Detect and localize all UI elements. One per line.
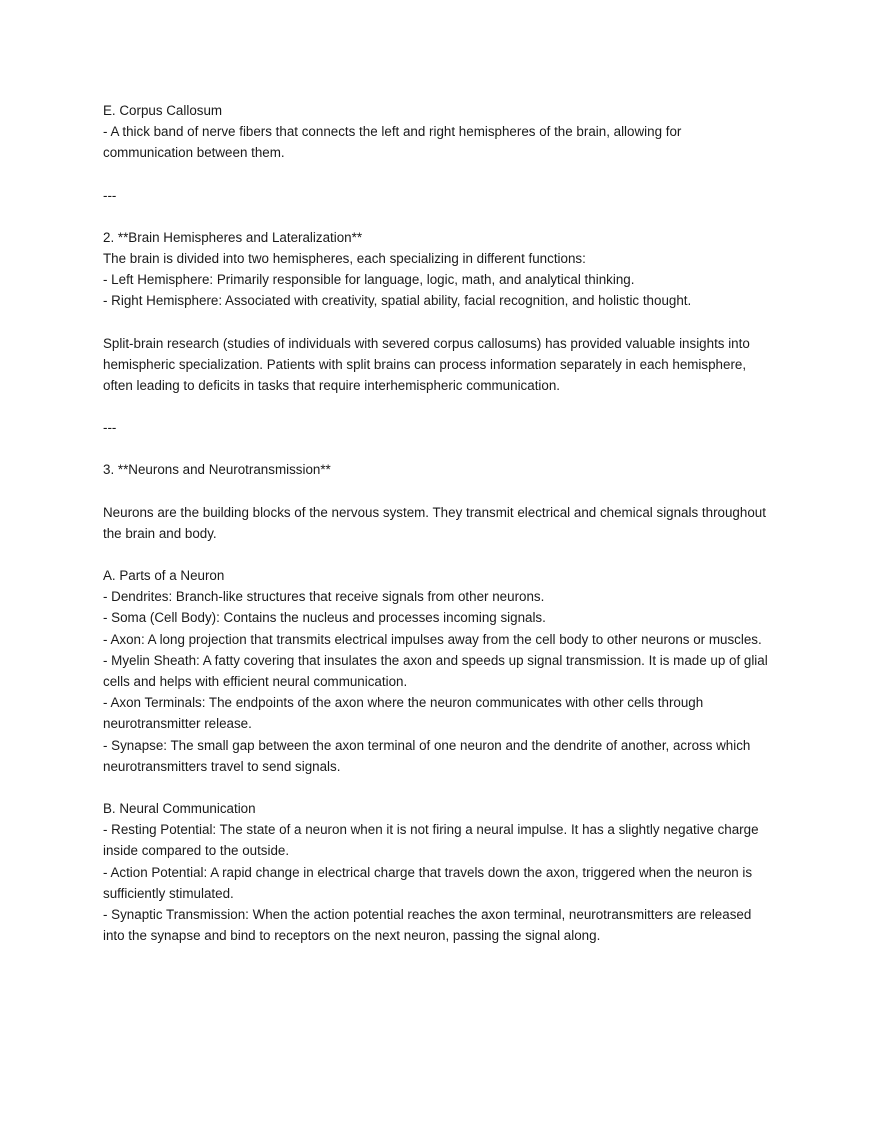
- synapse-item: - Synapse: The small gap between the axon terminal of one neuron and the dendrite of another, across which neurotransmitters travel to send signals.: [103, 737, 751, 774]
- soma-item: - Soma (Cell Body): Contains the nucleus and processes incoming signals.: [103, 610, 546, 626]
- axon-terminals-item: - Axon Terminals: The endpoints of the axon where the neuron communicates with other cells through neurotransmitter release.: [103, 695, 704, 732]
- myelin-sheath-item: - Myelin Sheath: A fatty covering that insulates the axon and speeds up signal transmission. It is made up of glial cells and helps with efficient neural communication.: [103, 652, 768, 690]
- neurons-intro-paragraph: Neurons are the building blocks of the nervous system. They transmit electrical and chemical signals throughout the brain and body.: [103, 504, 766, 541]
- section-corpus-callosum: [103, 100, 777, 164]
- corpus-callosum-desc: - A thick band of nerve fibers that connects the left and right hemispheres of the brain, allowing for communication between them.: [103, 124, 682, 161]
- spacer: [103, 481, 777, 502]
- spacer: [103, 164, 777, 185]
- spacer: [103, 438, 777, 459]
- spacer: [103, 544, 777, 565]
- section-3-heading: 3. **Neurons and Neurotransmission**: [103, 462, 331, 478]
- corpus-callosum-heading: E. Corpus Callosum: [103, 103, 223, 118]
- section-parts-of-neuron: [103, 565, 777, 777]
- left-hemisphere-item: - Left Hemisphere: Primarily responsible for language, logic, math, and analytical thinking.: [103, 272, 635, 288]
- spacer: [103, 206, 777, 227]
- resting-potential-item: - Resting Potential: The state of a neuron when it is not firing a neural impulse. It has a slightly negative charge inside compared to the outside.: [103, 822, 759, 859]
- right-hemisphere-item: - Right Hemisphere: Associated with creativity, spatial ability, facial recognition, and holistic thought.: [103, 293, 692, 309]
- dendrites-item: - Dendrites: Branch-like structures that receive signals from other neurons.: [103, 589, 545, 605]
- spacer: [103, 777, 777, 798]
- divider-1: ---: [103, 187, 117, 203]
- axon-item: - Axon: A long projection that transmits electrical impulses away from the cell body to other neurons or muscles.: [103, 631, 762, 647]
- synaptic-transmission-item: - Synaptic Transmission: When the action potential reaches the axon terminal, neurotransmitters are released into the synapse and bind to receptors on the next neuron, passing the signal along.: [103, 907, 752, 944]
- split-brain-research-paragraph: Split-brain research (studies of individuals with severed corpus callosums) has provided valuable insights into hemispheric specialization. Patients with split brains can process information separately in each hemisphere, often leading to deficits in tasks that require interhemispheric communication.: [103, 335, 750, 394]
- divider-2: ---: [103, 420, 117, 436]
- document-body: [103, 100, 777, 947]
- section-neural-communication: [103, 798, 777, 946]
- neural-communication-heading: B. Neural Communication: [103, 801, 256, 817]
- parts-of-neuron-heading: A. Parts of a Neuron: [103, 568, 225, 584]
- section-brain-hemispheres: [103, 227, 777, 312]
- spacer: [103, 396, 777, 417]
- section-2-intro: The brain is divided into two hemispheres, each specializing in different functions:: [103, 251, 586, 267]
- action-potential-item: - Action Potential: A rapid change in electrical charge that travels down the axon, triggered when the neuron is sufficiently stimulated.: [103, 864, 753, 901]
- spacer: [103, 312, 777, 333]
- section-2-heading: 2. **Brain Hemispheres and Lateralization**: [103, 229, 363, 245]
